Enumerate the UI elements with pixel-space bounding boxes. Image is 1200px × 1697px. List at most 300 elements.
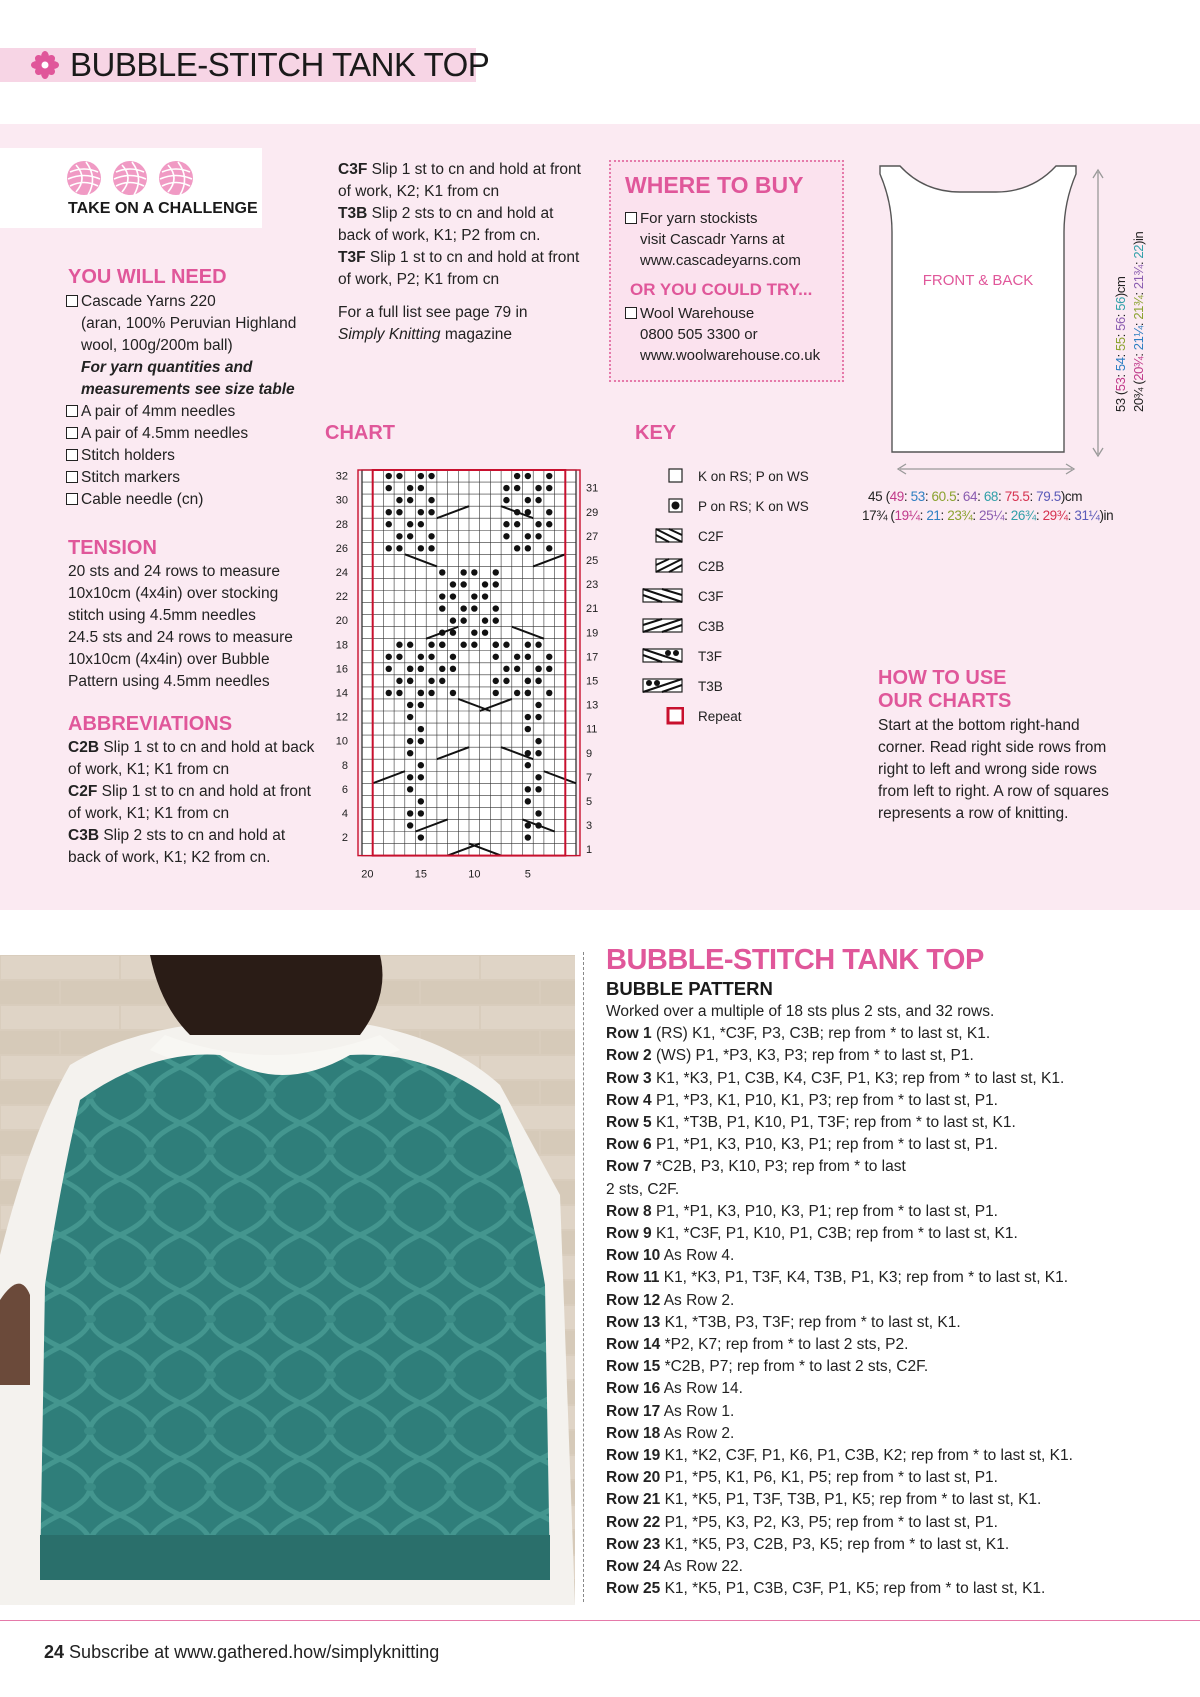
- purl-dot: [407, 750, 413, 756]
- size-value: 29¾: [1042, 508, 1068, 523]
- row-label: Row 12: [606, 1291, 661, 1309]
- row-number-right: 31: [586, 482, 599, 495]
- purl-dot: [460, 617, 466, 623]
- how-to-use-line: right to left and wrong side rows: [878, 761, 1097, 778]
- key-label: K on RS; P on WS: [698, 468, 809, 484]
- size-value: 21: [926, 508, 941, 523]
- abbreviations-heading: ABBREVIATIONS: [68, 713, 233, 735]
- size-value: 60.5: [931, 489, 957, 504]
- purl-dot: [386, 654, 392, 660]
- you-will-need-list: [66, 291, 316, 511]
- purl-dot: [535, 702, 541, 708]
- pattern-row: [606, 1245, 1186, 1267]
- purl-dot: [493, 690, 499, 696]
- size-value: 79.5: [1036, 489, 1061, 504]
- purl-dot: [460, 581, 466, 587]
- abbr-def: of work, K1; K1 from cn: [68, 761, 230, 778]
- purl-dot: [503, 533, 509, 539]
- purl-dot: [546, 509, 552, 515]
- c3b-symbol-icon: [636, 617, 684, 635]
- pattern-subtitle: BUBBLE PATTERN: [606, 978, 773, 999]
- key-label: C3B: [698, 618, 725, 634]
- purl-dot: [514, 666, 520, 672]
- pattern-row: [606, 1179, 1186, 1201]
- row-label: Row 22: [606, 1513, 661, 1531]
- alt-line: Wool Warehouse: [640, 305, 755, 322]
- magazine-name: Simply Knitting: [338, 326, 441, 343]
- row-label: Row 4: [606, 1091, 652, 1109]
- how-to-use-line: corner. Read right side rows from: [878, 739, 1107, 756]
- purl-dot: [439, 678, 445, 684]
- c3f-symbol-icon: [636, 587, 684, 605]
- key-item: [636, 671, 836, 701]
- row-instruction: P1, *P1, K3, P10, K3, P1; rep from * to last st, P1.: [651, 1136, 998, 1154]
- purl-dot: [407, 666, 413, 672]
- purl-dot: [450, 666, 456, 672]
- pattern-row: [606, 1090, 1186, 1112]
- row-instruction: P1, *P5, K3, P2, K3, P5; rep from * to last st, P1.: [660, 1513, 998, 1531]
- purl-dot: [546, 545, 552, 551]
- key-item: [636, 491, 836, 521]
- pattern-row: [606, 1445, 1186, 1467]
- row-number-left: 12: [335, 711, 348, 724]
- purl-dot: [525, 533, 531, 539]
- abbr-def: Slip 1 st to cn and hold at front: [367, 161, 581, 178]
- size-text: )cm: [1060, 489, 1083, 504]
- purl-dot: [407, 702, 413, 708]
- row-instruction: K1, *K5, P1, T3F, T3B, P1, K5; rep from * to last st, K1.: [660, 1491, 1042, 1509]
- purl-dot: [396, 678, 402, 684]
- key-label: C2F: [698, 528, 724, 544]
- purl-dot: [386, 509, 392, 515]
- purl-dot: [535, 738, 541, 744]
- row-number-left: 18: [335, 639, 348, 652]
- pattern-row: [606, 1401, 1186, 1423]
- row-instruction: As Row 14.: [660, 1380, 743, 1398]
- purl-dot: [407, 714, 413, 720]
- key-item: [636, 581, 836, 611]
- row-number-right: 19: [586, 627, 599, 640]
- yarn-note: For yarn quantities and: [81, 359, 253, 376]
- purl-dot: [525, 798, 531, 804]
- purl-dot: [428, 545, 434, 551]
- purl-dot: [418, 521, 424, 527]
- purl-dot: [386, 690, 392, 696]
- size-value: 31¼: [1074, 508, 1100, 523]
- chart-svg: [318, 458, 618, 878]
- purl-dot: [535, 642, 541, 648]
- pattern-row: [606, 1512, 1186, 1534]
- alt-text: [625, 303, 840, 366]
- checkbox-icon[interactable]: [625, 212, 637, 224]
- chart-heading: CHART: [325, 422, 395, 444]
- row-instruction: As Row 2.: [660, 1291, 735, 1309]
- size-value: 25¼: [979, 508, 1005, 523]
- alt-link[interactable]: www.woolwarehouse.co.uk: [640, 347, 821, 364]
- size-value: 49: [889, 489, 904, 504]
- size-sep: :: [924, 489, 932, 504]
- size-sep: :: [956, 489, 963, 504]
- purl-dot: [418, 690, 424, 696]
- row-label: Row 6: [606, 1136, 652, 1154]
- need-item: Cable needle (cn): [81, 491, 204, 508]
- purl-dot: [493, 617, 499, 623]
- purl-dot: [418, 473, 424, 479]
- row-number-right: 11: [586, 723, 598, 736]
- row-instruction: K1, *C3F, P1, K10, P1, C3B; rep from * to last st, K1.: [651, 1225, 1018, 1243]
- row-number-right: 7: [586, 771, 593, 784]
- c2f-symbol-icon: [636, 527, 684, 545]
- size-text: )in: [1131, 231, 1146, 245]
- purl-dot: [386, 473, 392, 479]
- purl-dot: [407, 786, 413, 792]
- row-number-right: 27: [586, 530, 599, 543]
- pattern-row: [606, 1045, 1186, 1067]
- row-label: Row 16: [606, 1380, 661, 1398]
- purl-dot: [482, 617, 488, 623]
- purl-dot: [535, 774, 541, 780]
- need-item: A pair of 4mm needles: [81, 403, 236, 420]
- purl-dot: [546, 690, 552, 696]
- abbr-def: Slip 1 st to cn and hold at front: [97, 783, 311, 800]
- purl-dot: [407, 533, 413, 539]
- purl-dot: [396, 473, 402, 479]
- purl-dot: [396, 509, 402, 515]
- footer: [44, 1642, 439, 1663]
- row-number-left: 22: [335, 591, 348, 604]
- abbr-def: Slip 1 st to cn and hold at back: [99, 739, 315, 756]
- purl-dot: [525, 473, 531, 479]
- size-text: )cm: [1113, 276, 1128, 298]
- purl-dot: [525, 762, 531, 768]
- row-instruction: K1, *K2, C3F, P1, K6, P1, C3B, K2; rep from * to last st, K1.: [660, 1447, 1073, 1465]
- row-label: Row 20: [606, 1469, 661, 1487]
- row-number-left: 24: [335, 567, 348, 580]
- purl-dot: [471, 642, 477, 648]
- size-sep: :: [903, 489, 911, 504]
- purl-dot: [450, 654, 456, 660]
- size-sep: :: [977, 489, 984, 504]
- row-instruction: As Row 4.: [660, 1247, 735, 1265]
- chart-key: [636, 461, 836, 731]
- key-label: C3F: [698, 588, 724, 604]
- key-label: T3F: [698, 648, 723, 664]
- row-label: Row 25: [606, 1580, 661, 1598]
- need-item: Stitch markers: [81, 469, 181, 486]
- row-label: Row 24: [606, 1558, 661, 1576]
- row-instruction: As Row 1.: [660, 1402, 735, 1420]
- purl-dot: [386, 545, 392, 551]
- where-to-buy-text: [625, 208, 840, 271]
- checkbox-icon[interactable]: [66, 449, 78, 461]
- purl-dot: [482, 629, 488, 635]
- yarn-note: measurements see size table: [81, 381, 295, 398]
- row-label: Row 19: [606, 1447, 661, 1465]
- purl-dot: [428, 642, 434, 648]
- pattern-row: [606, 1134, 1186, 1156]
- size-text: 53 (: [1113, 391, 1128, 412]
- purl-dot: [535, 521, 541, 527]
- full-list-note: For a full list see page 79 in: [338, 304, 528, 321]
- purl-dot: [546, 666, 552, 672]
- how-to-use-heading-line: OUR CHARTS: [878, 690, 1012, 712]
- repeat-icon: [636, 707, 684, 725]
- pattern-row: [606, 1423, 1186, 1445]
- purl-dot: [514, 485, 520, 491]
- purl-dot: [493, 642, 499, 648]
- yarn-desc: wool, 100g/200m ball): [81, 337, 233, 354]
- purl-dot: [525, 545, 531, 551]
- size-value: 21¾: [1131, 265, 1146, 290]
- row-label: Row 17: [606, 1402, 661, 1420]
- purl-dot: [471, 593, 477, 599]
- pattern-intro: Worked over a multiple of 18 sts plus 2 sts, and 32 rows.: [606, 1003, 995, 1020]
- size-sep: :: [1113, 371, 1128, 378]
- abbr-def: of work, P2; K1 from cn: [338, 271, 500, 288]
- purl-dot: [386, 485, 392, 491]
- column-number: 10: [468, 868, 481, 878]
- t3f-symbol-icon: [636, 647, 684, 665]
- purl-dot: [535, 666, 541, 672]
- size-value: 68: [983, 489, 999, 504]
- size-sep: :: [1067, 508, 1075, 523]
- pattern-row: [606, 1290, 1186, 1312]
- size-value: 19¼: [894, 508, 920, 523]
- height-in-label: [1131, 232, 1146, 412]
- purl-dot: [428, 654, 434, 660]
- row-label: Row 1: [606, 1025, 652, 1043]
- row-instruction: K1, *K3, P1, T3F, K4, T3B, P1, K3; rep from * to last st, K1.: [659, 1269, 1069, 1287]
- tension-line: stitch using 4.5mm needles: [68, 607, 256, 624]
- size-value: 75.5: [1004, 489, 1030, 504]
- size-value: 21¼: [1131, 326, 1146, 351]
- width-in-label: [862, 508, 1113, 523]
- size-sep: :: [1035, 508, 1043, 523]
- purl-dot: [514, 521, 520, 527]
- purl-dot: [535, 786, 541, 792]
- size-value: 64: [962, 489, 978, 504]
- purl-dot: [407, 642, 413, 648]
- size-sep: :: [1004, 508, 1011, 523]
- row-instruction: K1, *T3B, P3, T3F; rep from * to last st, K1.: [660, 1313, 961, 1331]
- purl-dot: [418, 834, 424, 840]
- row-number-right: 15: [586, 675, 599, 688]
- pattern-row: [606, 1467, 1186, 1489]
- purl-dot: [450, 690, 456, 696]
- purl-dot: [407, 485, 413, 491]
- key-item: [636, 521, 836, 551]
- purl-dot: [525, 786, 531, 792]
- knitting-chart: [318, 458, 618, 878]
- purl-dot: [503, 666, 509, 672]
- column-number: 15: [414, 868, 427, 878]
- abbr-def: Slip 2 sts to cn and hold at: [99, 827, 286, 844]
- width-cm-label: [868, 489, 1082, 504]
- purl-dot: [418, 774, 424, 780]
- abbr-def: of work, K2; K1 from cn: [338, 183, 500, 200]
- checkbox-icon[interactable]: [625, 307, 637, 319]
- purl-dot: [514, 690, 520, 696]
- width-arrow: [896, 462, 1076, 474]
- row-label: Row 13: [606, 1313, 661, 1331]
- row-number-right: 13: [586, 699, 599, 712]
- row-instruction: P1, *P5, K1, P6, K1, P5; rep from * to last st, P1.: [660, 1469, 998, 1487]
- tension-line: 20 sts and 24 rows to measure: [68, 563, 280, 580]
- purl-dot: [471, 605, 477, 611]
- purl-dot: [439, 605, 445, 611]
- purl-dot: [396, 654, 402, 660]
- size-text: 45 (: [868, 489, 890, 504]
- row-number-right: 1: [586, 844, 593, 857]
- size-sep: :: [1029, 489, 1037, 504]
- row-number-right: 23: [586, 579, 599, 592]
- purl-dot: [535, 678, 541, 684]
- row-instruction: (WS) P1, *P3, K3, P3; rep from * to last st, P1.: [651, 1047, 974, 1065]
- abbr-def: of work, K1; K1 from cn: [68, 805, 230, 822]
- size-value: 22: [1131, 244, 1146, 259]
- checkbox-icon[interactable]: [66, 427, 78, 439]
- how-to-use-line: Start at the bottom right-hand: [878, 717, 1080, 734]
- row-instruction: As Row 2.: [660, 1424, 735, 1442]
- flower-icon: [30, 50, 60, 80]
- purl-dot: [439, 569, 445, 575]
- how-to-use-heading-line: HOW TO USE: [878, 667, 1007, 689]
- row-label: Row 18: [606, 1424, 661, 1442]
- row-number-left: 28: [335, 518, 348, 531]
- purl-dot: [535, 485, 541, 491]
- purl-dot: [407, 678, 413, 684]
- key-label: C2B: [698, 558, 725, 574]
- row-instruction: K1, *K5, P1, C3B, C3F, P1, K5; rep from * to last st, K1.: [660, 1580, 1046, 1598]
- row-number-right: 3: [586, 820, 593, 833]
- checkbox-icon[interactable]: [66, 405, 78, 417]
- row-number-right: 9: [586, 747, 593, 760]
- yarn-ball-icons: [66, 160, 202, 200]
- pattern-row: [606, 1334, 1186, 1356]
- abbreviations-list-2: [338, 159, 593, 346]
- schematic-label: FRONT & BACK: [922, 272, 1034, 289]
- row-instruction: *P2, K7; rep from * to last 2 sts, P2.: [660, 1336, 909, 1354]
- purl-dot: [525, 834, 531, 840]
- yarn-desc: (aran, 100% Peruvian Highland: [81, 315, 297, 332]
- key-item: [636, 551, 836, 581]
- row-number-left: 2: [341, 832, 348, 845]
- purl-dot: [525, 726, 531, 732]
- purl-dot: [407, 810, 413, 816]
- pattern-title: BUBBLE-STITCH TANK TOP: [606, 944, 984, 976]
- size-value: 53: [1113, 377, 1128, 392]
- purl-dot: [535, 810, 541, 816]
- size-value: 54: [1113, 357, 1128, 372]
- purl-dot: [525, 642, 531, 648]
- purl-dot: [407, 822, 413, 828]
- purl-dot: [460, 642, 466, 648]
- stockist-line: For yarn stockists: [640, 210, 758, 227]
- pattern-row: [606, 1489, 1186, 1511]
- row-number-left: 20: [335, 615, 348, 628]
- purl-dot: [535, 533, 541, 539]
- empty-square-icon: [636, 467, 684, 485]
- pattern-row: [606, 1156, 1186, 1178]
- row-instruction: K1, *K5, P3, C2B, P3, K5; rep from * to last st, K1.: [660, 1535, 1010, 1553]
- purl-dot: [482, 581, 488, 587]
- column-divider: [583, 952, 584, 1602]
- how-to-use-text: [878, 715, 1178, 825]
- pattern-row: [606, 1312, 1186, 1334]
- page-number: 24: [44, 1642, 65, 1662]
- t3b-symbol-icon: [636, 677, 684, 695]
- size-sep: :: [1131, 319, 1146, 327]
- checkbox-icon[interactable]: [66, 471, 78, 483]
- row-instruction: As Row 22.: [660, 1558, 743, 1576]
- purl-dot: [418, 666, 424, 672]
- row-instruction: *C2B, P7; rep from * to last 2 sts, C2F.: [660, 1358, 929, 1376]
- row-number-right: 5: [586, 795, 593, 808]
- purl-dot: [535, 714, 541, 720]
- purl-dot: [418, 798, 424, 804]
- row-number-left: 8: [341, 759, 348, 772]
- purl-dot: [535, 750, 541, 756]
- size-value: 26¾: [1010, 508, 1036, 523]
- size-sep: :: [919, 508, 927, 523]
- purl-dot: [460, 569, 466, 575]
- row-label: Row 3: [606, 1069, 652, 1087]
- column-number: 20: [361, 868, 374, 878]
- purl-dot: [428, 473, 434, 479]
- purl-dot: [450, 581, 456, 587]
- purl-dot: [493, 605, 499, 611]
- pattern-row: [606, 1201, 1186, 1223]
- row-label: Row 11: [606, 1269, 660, 1287]
- footer-link[interactable]: Subscribe at www.gathered.how/simplyknitting: [69, 1642, 440, 1662]
- full-list-note: magazine: [440, 326, 513, 343]
- key-label: Repeat: [698, 708, 742, 724]
- row-number-right: 25: [586, 554, 599, 567]
- purl-dot: [428, 678, 434, 684]
- key-item: [636, 701, 836, 731]
- size-sep: :: [1131, 350, 1146, 357]
- height-cm-label: [1113, 277, 1128, 412]
- pattern-row: [606, 1267, 1186, 1289]
- row-number-left: 16: [335, 663, 348, 676]
- where-to-buy-heading: WHERE TO BUY: [625, 172, 804, 198]
- size-value: 55: [1113, 337, 1128, 351]
- purl-dot: [439, 666, 445, 672]
- pattern-row: [606, 1068, 1186, 1090]
- purl-dot: [450, 593, 456, 599]
- checkbox-icon[interactable]: [66, 493, 78, 505]
- size-text: 20¾ (: [1131, 380, 1146, 412]
- need-item: Stitch holders: [81, 447, 175, 464]
- purl-dot: [503, 642, 509, 648]
- row-label: Row 5: [606, 1114, 652, 1132]
- need-item: A pair of 4.5mm needles: [81, 425, 249, 442]
- row-label: Row 23: [606, 1535, 661, 1553]
- checkbox-icon[interactable]: [66, 295, 78, 307]
- purl-dot: [439, 642, 445, 648]
- how-to-use-line: represents a row of knitting.: [878, 805, 1069, 822]
- row-instruction: *C2B, P3, K10, P3; rep from * to last: [651, 1158, 906, 1176]
- stockist-link[interactable]: www.cascadeyarns.com: [640, 252, 801, 269]
- row-number-left: 14: [335, 687, 348, 700]
- column-number: 5: [524, 868, 531, 878]
- size-value: 21¾: [1131, 295, 1146, 320]
- row-number-left: 4: [341, 808, 348, 821]
- purl-dot: [418, 726, 424, 732]
- purl-dot: [514, 545, 520, 551]
- page-title: BUBBLE-STITCH TANK TOP: [70, 46, 490, 83]
- size-text: )in: [1099, 508, 1114, 523]
